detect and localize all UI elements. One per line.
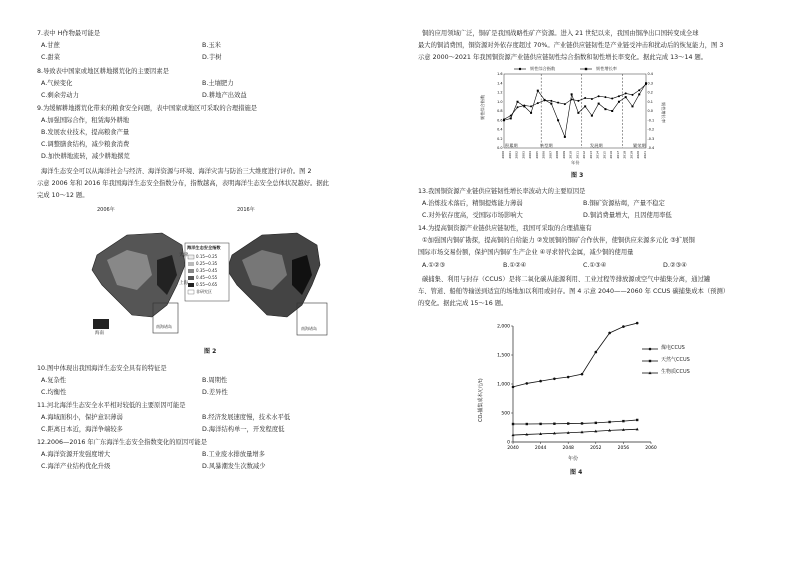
q9-option-d[interactable]: D.加快耕地流转，减少耕地撂荒 — [41, 153, 130, 160]
map-2006 — [92, 233, 185, 333]
map-label-shanghai: 上海 — [179, 281, 188, 286]
fig3-point-growth — [598, 103, 600, 105]
q7-option-b[interactable]: B.玉米 — [202, 42, 221, 49]
fig4-series-line — [513, 323, 637, 387]
q8-stem: 8.导致表中国家或地区耕地撂荒化的主要因素是 — [37, 68, 169, 75]
q13-option-c[interactable]: C.对外依存度高，受国际市场影响大 — [422, 212, 523, 219]
fig3-point-growth — [537, 90, 539, 92]
q12-option-b[interactable]: B.工业废水排放量增多 — [202, 451, 265, 458]
fig3-ytick-right: -0.3 — [647, 136, 655, 141]
fig4-point — [539, 380, 542, 383]
fig3-xtick: 2006 — [541, 151, 546, 159]
fig4-point — [581, 373, 584, 376]
q13-option-d[interactable]: D.铜消费量增大，且因使用率低 — [583, 212, 672, 219]
legend-item-2: 0.25~0.35 — [196, 261, 218, 266]
left-column — [37, 22, 397, 542]
q14-line2: 国际市场交易份额，保护国内铜矿生产企业 ④寻求替代金属，减少铜的使用量 — [418, 249, 634, 256]
q14-stem: 14.为提高铜资源产业链供应链韧性，我国可采取的合理措施有 — [418, 225, 592, 232]
fig3-ytick-right: -0.2 — [647, 127, 655, 132]
q14-line1: ①加强国内铜矿勘探，提高铜的自给能力 ②发展铜的铜矿合作伙伴，使铜供应来源多元化 ③扩展铜 — [422, 237, 695, 244]
legend-item-1: 0.15~0.25 — [196, 254, 218, 259]
fig3-xtick: 2004 — [528, 151, 533, 159]
q10-option-d[interactable]: D.差异性 — [202, 389, 228, 396]
fig3-point-growth — [550, 103, 552, 105]
q13-stem: 13.我国铜资源产业链供应链韧性增长率波动大的主要原因是 — [418, 188, 586, 195]
fig4-xtick: 2060 — [645, 446, 657, 451]
legend-item-3: 0.35~0.45 — [196, 268, 218, 273]
fig4-point — [526, 423, 528, 425]
map-label-tianjin: 天津 — [179, 253, 188, 258]
q9-option-a[interactable]: A.加强国际合作，租赁海外耕地 — [41, 117, 130, 124]
fig3-xtick: 2008 — [555, 151, 560, 159]
q10-option-b[interactable]: B.周期性 — [202, 377, 228, 384]
legend-item-4: 0.45~0.55 — [196, 275, 218, 280]
fig4-ytick: 1,000 — [497, 382, 510, 388]
intro-fig4-line2: 车、管道、船舶等输送到适宜的场地加以利用或封存。图 4 示意 2040——2060 年 CCUS 碳捕集成本（预测） — [418, 288, 730, 295]
fig4-xtick: 2040 — [507, 446, 519, 451]
q14-option-d[interactable]: D.②③④ — [663, 262, 687, 269]
fig3-point-index — [550, 100, 552, 102]
figure-2 — [67, 205, 357, 345]
inset-label-left: 南海诸岛 — [156, 324, 172, 329]
fig3-ytick-right: -0.1 — [647, 118, 655, 123]
q13-option-a[interactable]: A.治炼技术落后，精铜提炼能力薄弱 — [422, 200, 523, 207]
legend-item-6: 非研究区 — [196, 289, 212, 294]
fig4-point — [622, 420, 624, 422]
fig3-ytick-left: 1.6 — [497, 72, 503, 77]
fig3-xtick: 2005 — [534, 151, 539, 159]
fig4-ytick: 2,000 — [497, 324, 510, 330]
q7-stem: 7.表中 H作物最可能是 — [37, 30, 101, 37]
fig3-ytick-right: 0.1 — [647, 99, 653, 104]
fig4-xlabel: 年份 — [568, 456, 579, 462]
figure-3-caption: 图 3 — [571, 172, 584, 179]
fig3-point-growth — [577, 112, 579, 114]
fig3-ytick-left: 1.0 — [497, 99, 503, 104]
fig4-legend-bio: 生物质CCUS — [661, 369, 690, 375]
fig3-point-growth — [564, 136, 566, 138]
fig3-xlabel: 年份 — [571, 160, 580, 165]
fig3-ytick-left: 0.2 — [497, 136, 503, 141]
intro-fig2-line1: 海洋生态安全可以从海洋社会与经济、海洋资源与环境、海洋灾害与防治三大维度进行评价。图 2 — [41, 168, 312, 175]
fig3-point-index — [591, 98, 593, 100]
fig3-point-index — [557, 102, 559, 104]
fig3-ytick-left: 0.4 — [497, 127, 503, 132]
map-year-2016: 2016年 — [237, 207, 255, 213]
q13-option-b[interactable]: B.铜矿资源枯竭，产量不稳定 — [583, 200, 665, 207]
fig3-point-growth — [544, 99, 546, 101]
fig3-point-growth — [611, 110, 613, 112]
fig4-legend-glyphs — [641, 343, 661, 383]
intro-fig2-line2: 示意 2006 年和 2016 年我国海洋生态安全指数分布，指数越高，表明海洋生态安全总体状况越好。据此 — [37, 180, 329, 187]
fig3-xtick: 2001 — [507, 151, 512, 159]
fig3-point-index — [584, 97, 586, 99]
figure-4-chart — [483, 312, 663, 452]
q11-option-d[interactable]: D.海洋结构单一，开发程度低 — [202, 426, 285, 433]
q8-option-b[interactable]: B.土壤肥力 — [202, 80, 234, 87]
q8-option-d[interactable]: D.耕地产出效益 — [202, 92, 247, 99]
fig3-series-index — [504, 84, 646, 119]
fig3-point-index — [618, 95, 620, 97]
fig3-point-growth — [523, 105, 525, 107]
fig3-phase-1: 积累期 — [505, 143, 518, 148]
q7-option-d[interactable]: D.芋树 — [202, 54, 222, 61]
fig3-xtick: 2002 — [514, 151, 519, 159]
intro-fig3-line3: 示意 2000～2021 年我国铜资源产业链供应链韧性综合指数和韧性增长率变化。据此完成 13～14 题。 — [418, 54, 708, 61]
fig4-point — [553, 423, 555, 425]
fig3-xtick: 2016 — [609, 151, 614, 159]
fig3-ylabel-right: 韧性增长率 — [661, 102, 666, 123]
fig3-point-index — [604, 96, 606, 98]
fig3-phase-3: 发展期 — [590, 143, 603, 148]
fig3-series-growth — [504, 83, 646, 137]
fig4-ytick: 500 — [501, 411, 510, 417]
q11-option-a[interactable]: A.海域面积小，保护意识薄弱 — [41, 414, 123, 421]
fig4-point — [581, 422, 583, 424]
right-column — [418, 22, 768, 542]
fig3-point-growth — [618, 101, 620, 103]
fig4-legend-gas: 天然气CCUS — [661, 357, 690, 363]
fig3-xtick: 2020 — [636, 151, 641, 159]
fig3-xtick: 2013 — [588, 151, 593, 159]
map-year-2006: 2006年 — [97, 207, 115, 213]
fig4-point — [567, 376, 570, 379]
fig3-xtick: 2015 — [602, 151, 607, 159]
fig4-ylabel: CO₂捕集成本/(元/t) — [478, 378, 484, 422]
fig3-point-growth — [503, 119, 505, 121]
fig4-point — [595, 351, 598, 354]
fig3-ytick-left: 1.4 — [497, 81, 503, 86]
fig3-point-index — [638, 89, 640, 91]
intro-fig2-line3: 完成 10～12 题。 — [37, 192, 89, 199]
fig4-point — [526, 382, 529, 385]
fig4-point — [595, 422, 597, 424]
fig4-xtick: 2044 — [534, 446, 547, 451]
q10-option-c[interactable]: C.均衡性 — [41, 389, 67, 396]
map-2016 — [227, 233, 327, 335]
q8-option-a[interactable]: A.气候变化 — [41, 80, 73, 87]
q11-option-b[interactable]: B.经济发展速度慢，技术水平低 — [202, 414, 291, 421]
q9-option-c[interactable]: C.调整膳食结构，减少粮食消费 — [41, 141, 130, 148]
fig3-xtick: 2007 — [548, 151, 553, 159]
fig3-xtick: 2018 — [622, 151, 627, 159]
fig3-xtick: 2010 — [568, 151, 573, 159]
fig3-ytick-right: -0.4 — [647, 146, 655, 151]
fig3-point-growth — [604, 108, 606, 110]
fig4-point — [512, 423, 514, 425]
fig3-xtick: 2021 — [643, 151, 647, 159]
fig3-ytick-left: 1.2 — [497, 90, 503, 95]
fig3-point-growth — [584, 105, 586, 107]
fig4-legend-marker-gas — [649, 360, 651, 362]
fig3-legend-marker-1 — [519, 68, 521, 70]
q11-stem: 11.河北海洋生态安全水平相对较低的主要原因可能是 — [37, 402, 186, 409]
q12-option-a[interactable]: A.海洋资源开发强度增大 — [41, 451, 111, 458]
fig3-point-index — [530, 105, 532, 107]
fig4-point — [622, 325, 625, 328]
fig3-xtick: 2003 — [521, 151, 526, 159]
q12-option-c[interactable]: C.海洋产业结构优化升级 — [41, 463, 111, 470]
fig4-legend-coal: 煤电CCUS — [661, 345, 685, 351]
legend-item-5: 0.55~0.65 — [196, 282, 218, 287]
fig3-ytick-left: 0.0 — [497, 146, 503, 151]
fig3-point-growth — [591, 115, 593, 117]
fig3-xtick: 2019 — [629, 151, 634, 159]
fig4-point — [512, 386, 515, 389]
fig3-ytick-right: 0.2 — [647, 90, 653, 95]
fig3-point-index — [517, 106, 519, 108]
q14-option-a[interactable]: A.①②③ — [422, 262, 446, 269]
fig4-point — [539, 423, 541, 425]
q10-stem: 10.图中体现出我国海洋生态安全具有的特征是 — [37, 365, 167, 372]
fig3-point-growth — [557, 119, 559, 121]
q7-option-a[interactable]: A.甘蔗 — [41, 42, 60, 49]
fig3-legend-marker-2 — [585, 68, 587, 70]
q12-stem: 12.2006—2016 年广东海洋生态安全指数变化的原因可能是 — [37, 439, 208, 446]
fig4-point — [636, 322, 639, 325]
fig3-xtick: 2012 — [582, 151, 587, 159]
fig4-point — [608, 332, 611, 335]
fig3-xtick: 2011 — [575, 151, 580, 159]
q14-option-b[interactable]: B.①②④ — [503, 262, 527, 269]
fig3-point-index — [625, 92, 627, 94]
intro-fig4-line3: 的变化。据此完成 15～16 题。 — [418, 300, 508, 307]
q9-option-b[interactable]: B.发展农业技术，提高粮食产量 — [41, 129, 130, 136]
q11-option-c[interactable]: C.距离日本近，海洋争端较多 — [41, 426, 123, 433]
fig3-point-index — [611, 98, 613, 100]
fig4-xtick: 2056 — [617, 446, 630, 451]
fig3-point-growth — [571, 93, 573, 95]
inset-label-right: 南海诸岛 — [301, 326, 317, 331]
fig3-xtick: 2000 — [501, 151, 505, 159]
q9-stem: 9.为缓解耕地撂荒化带来的粮食安全问题，表中国家或地区可采取的合理措施是 — [37, 105, 258, 112]
q12-option-d[interactable]: D.风暴潮发生次数减少 — [202, 463, 266, 470]
fig3-ytick-left: 0.6 — [497, 118, 503, 123]
fig3-plot-frame — [504, 74, 646, 148]
fig4-point — [636, 419, 638, 421]
intro-fig3-line2: 最大的铜消费国，铜资源对外依存度超过 70%。产业链供应链韧性是产业链受冲击和扰动后的恢复能力，图 3 — [418, 42, 724, 49]
fig4-point — [553, 377, 556, 380]
fig4-xtick: 2052 — [590, 446, 602, 451]
figure-2-caption: 图 2 — [204, 348, 217, 355]
fig3-point-growth — [625, 96, 627, 98]
fig3-point-growth — [530, 112, 532, 114]
fig3-phase-4: 繁荣期 — [633, 143, 646, 148]
fig4-ytick: 1,500 — [497, 353, 510, 359]
fig3-xtick: 2014 — [595, 151, 600, 159]
q7-option-c[interactable]: C.甜菜 — [41, 54, 60, 61]
fig4-series-line — [513, 429, 637, 435]
q14-option-c[interactable]: C.①③④ — [583, 262, 607, 269]
fig3-point-growth — [631, 105, 633, 107]
fig3-point-growth — [645, 82, 647, 84]
map-label-hainan: 海南 — [95, 331, 104, 336]
fig3-ylabel-left: 韧性综合指数 — [480, 94, 485, 120]
fig4-series-line — [513, 420, 637, 424]
legend-title: 海洋生态安全指数 — [187, 245, 221, 250]
fig3-point-index — [577, 100, 579, 102]
fig3-ytick-right: 0.3 — [647, 81, 653, 86]
fig4-xtick: 2048 — [562, 446, 574, 451]
intro-fig3-line1: 铜的应用领域广泛，铜矿是我国战略性矿产资源。进入 21 世纪以来，我国由铜净出口国转变成全球 — [422, 30, 699, 37]
fig3-phase-2: 转型期 — [540, 143, 553, 148]
fig3-xtick: 2009 — [561, 151, 566, 159]
fig4-point — [567, 422, 569, 424]
fig4-legend-marker-coal — [649, 348, 652, 351]
figure-4-caption: 图 4 — [570, 469, 583, 476]
fig3-ytick-left: 0.8 — [497, 109, 503, 114]
fig3-point-growth — [517, 101, 519, 103]
fig3-point-index — [631, 94, 633, 96]
fig4-ytick: 0 — [507, 440, 510, 446]
fig3-point-index — [598, 95, 600, 97]
fig3-point-index — [537, 102, 539, 104]
fig4-point — [608, 421, 610, 423]
fig3-xtick: 2017 — [615, 151, 620, 159]
fig3-point-index — [564, 103, 566, 105]
fig3-ytick-right: 0.4 — [647, 72, 653, 77]
fig3-ytick-right: 0.0 — [647, 109, 653, 114]
q8-option-c[interactable]: C.剩余劳动力 — [41, 92, 79, 99]
fig3-legend-1: 韧性综合指数 — [530, 66, 556, 71]
intro-fig4-line1: 碳捕集、利用与封存（CCUS）是将二氧化碳从能源利用、工业过程等排放源或空气中捕集分离，通过罐 — [422, 276, 711, 283]
fig3-legend-2: 韧性增长率 — [596, 66, 617, 71]
fig3-point-growth — [510, 117, 512, 119]
q10-option-a[interactable]: A.复杂性 — [41, 377, 67, 384]
fig3-point-growth — [638, 93, 640, 95]
